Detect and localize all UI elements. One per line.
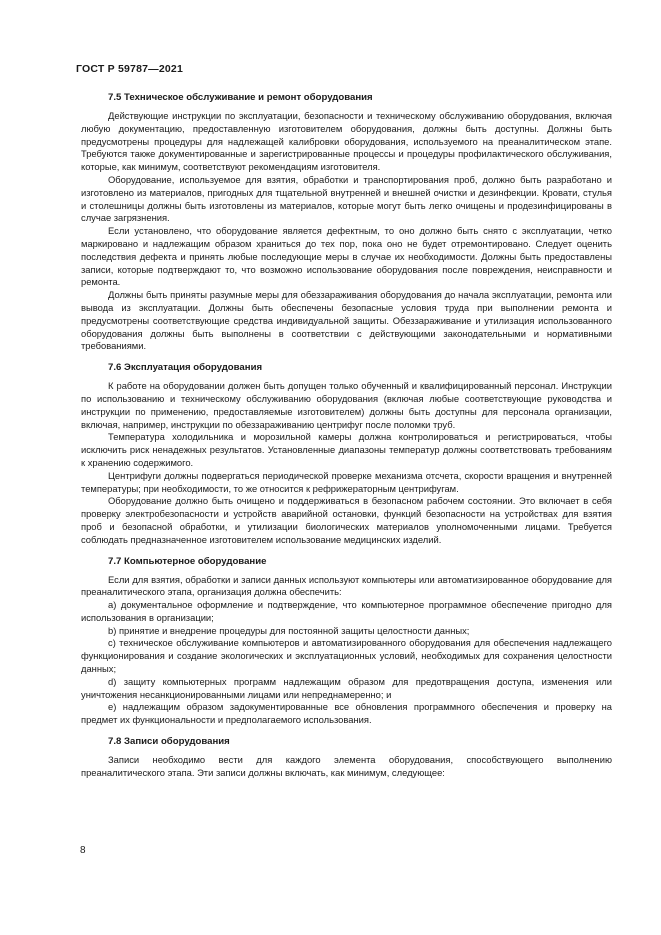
list-item: c) техническое обслуживание компьютеров и автоматизированного оборудования для обеспечения надлежащего функционирования и создание экологических и эксплуатационных условий, необходимых для сохранения целостности данных; (81, 637, 612, 675)
paragraph: Действующие инструкции по эксплуатации, безопасности и техническому обслуживанию оборудования, включая любую документацию, предоставленную изготовителем оборудования, должны быть доступны. Должны быть предусмотрены процедуры для надлежащей калибровки оборудования, используемого на преаналитическом этапе. Требуются также документированные и зарегистрированные процессы и процедуры профилактического обслуживания, которые, как минимум, соответствуют рекомендациям изготовителя. (81, 110, 612, 173)
list-item: а) документальное оформление и подтверждение, что компьютерное программное обеспечение пригодно для использования в организации; (81, 599, 612, 623)
paragraph: Если установлено, что оборудование является дефектным, то оно должно быть снято с эксплуатации, четко маркировано и надлежащим образом храниться до тех пор, пока оно не будет отремонтировано. Следует оценить последствия дефекта и принять любые последующие меры в случае их необходимости. Должны быть предоставлены записи, которые подтверждают то, что возможно использование оборудования после повреждения, неисправности и ремонта. (81, 225, 612, 288)
paragraph: Центрифуги должны подвергаться периодической проверке механизма отсчета, скорости вращения и внутренней температуры; при необходимости, то же относится к рефрижераторным центрифугам. (81, 469, 612, 494)
list-item: b) принятие и внедрение процедуры для постоянной защиты целостности данных; (108, 624, 470, 636)
paragraph: Если для взятия, обработки и записи данных используют компьютеры или автоматизированное оборудование для преаналитического этапа, организация должна обеспечить: (81, 573, 612, 598)
document-header: ГОСТ Р 59787—2021 (76, 63, 184, 75)
paragraph: Температура холодильника и морозильной камеры должна контролироваться и регистрироваться, чтобы исключить риск ненадежных результатов. Установленные диапазоны температур должны соответствовать требованиям к хранению содержимого. (81, 431, 612, 468)
page-number: 8 (80, 845, 86, 856)
document-body (81, 91, 612, 780)
paragraph: Должны быть приняты разумные меры для обеззараживания оборудования до начала эксплуатации, ремонта или вывода из эксплуатации. Должны быть обеспечены безопасные условия труда при выполнении ремонта и предусмотрены соответствующие средства индивидуальной защиты. Обеззараживание и утилизация использованного оборудования должны быть выполнены в соответствии с действующими законодательными и нормативными требованиями. (81, 289, 612, 352)
paragraph: К работе на оборудовании должен быть допущен только обученный и квалифицированный персонал. Инструкции по использованию и техническому обслуживанию оборудования (включая любые соответствующие руководства и инструкции по применению, предоставляемые изготовителем) должны быть доступны для персонала организации, включая, например, инструкции по обеззараживанию центрифуг после поломки труб. (81, 380, 612, 430)
paragraph: Оборудование должно быть очищено и поддерживаться в безопасном рабочем состоянии. Это включает в себя проверку электробезопасности и устройств аварийной остановки, функций безопасности на устройствах для взятия проб и безопасной обработки, и утилизации биологических материалов уполномоченными лицами. Требуется соблюдать предназначенное изготовителем использование медицинских изделий. (81, 495, 612, 545)
section-heading-7-6: 7.6 Эксплуатация оборудования (108, 362, 263, 374)
section-heading-7-5: 7.5 Техническое обслуживание и ремонт оборудования (108, 92, 373, 103)
section-heading-7-7: 7.7 Компьютерное оборудование (108, 555, 267, 567)
paragraph: Оборудование, используемое для взятия, обработки и транспортирования проб, должно быть разработано и изготовлено из материалов, пригодных для тщательной внутренней и внешней очистки и дезинфекции. Кровати, стулья и столешницы должны быть изготовлены из материалов, которые могут быть легко очищены и продезинфицированы в случае загрязнения. (81, 173, 612, 224)
list-item: e) надлежащим образом задокументированные все обновления программного обеспечения и проверку на предмет их функциональности и предполагаемого использования. (81, 701, 612, 726)
list-item: d) защиту компьютерных программ надлежащим образом для предотвращения доступа, изменения или уничтожения несанкционированными лицами или непреднамеренно; и (81, 675, 612, 700)
section-heading-7-8: 7.8 Записи оборудования (108, 736, 230, 748)
paragraph: Записи необходимо вести для каждого элемента оборудования, способствующего выполнению преаналитического этапа. Эти записи должны включать, как минимум, следующее: (81, 754, 612, 778)
